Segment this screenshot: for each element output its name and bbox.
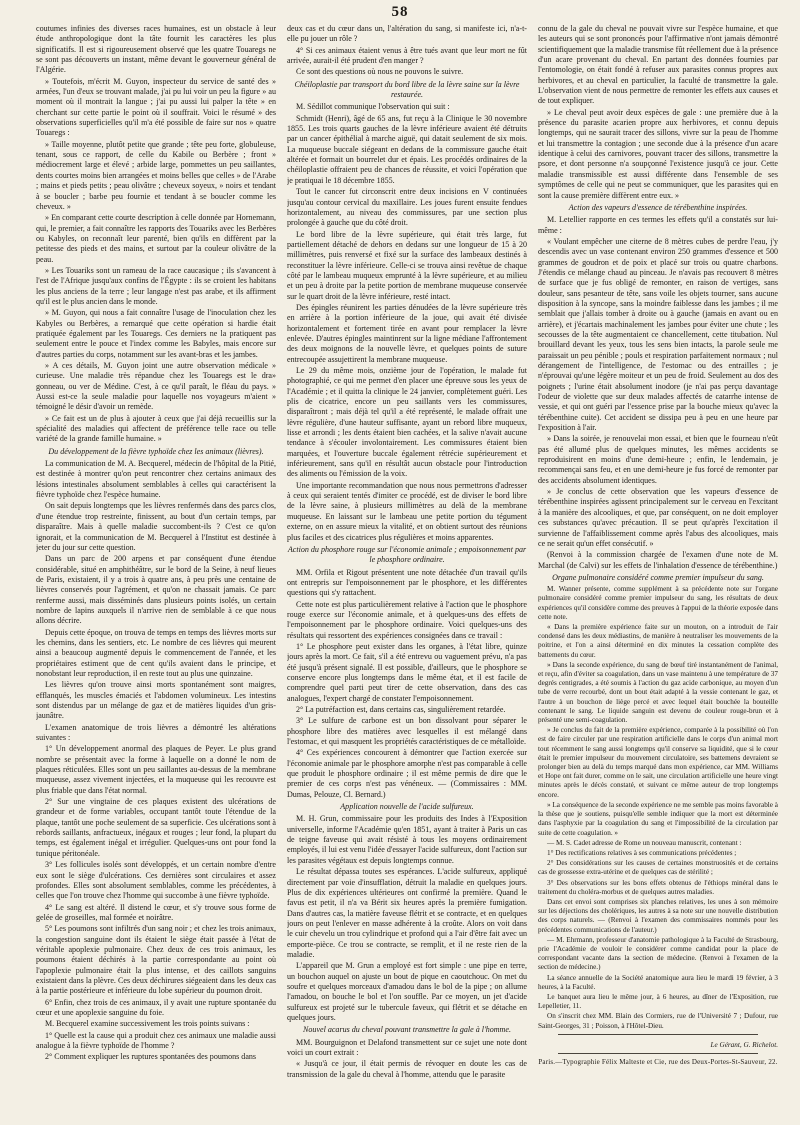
paragraph: La séance annuelle de la Société anatomique aura lieu le mardi 19 février, à 3 heures, à la Faculté.: [538, 973, 778, 991]
paragraph: On s'inscrit chez MM. Blain des Cormiers, rue de l'Université 7 ; Dufour, rue Saint-Georges, 31 ; Poisson, à l'Hôtel-Dieu.: [538, 1012, 778, 1030]
paragraph: M. H. Grun, commissaire pour les produits des Indes à l'Exposition universelle, informe l'Académie qu'en 1851, ayant à traiter à Paris un cas de teigne faveuse qui avait résisté à tous les moyens ordinairement employés, il lui est venu l'idée d'essayer l'acide sulfureux, dont l'action sur les parasites végétaux est depuis longtemps connue.: [287, 814, 527, 865]
paragraph: La communication de M. A. Becquerel, médecin de l'hôpital de la Pitié, est destinée à montrer qu'on peut rencontrer chez certains animaux des lésions intestinales absolument semblables à celles qui caractérisent la fièvre typhoïde chez l'espèce humaine.: [36, 459, 276, 500]
paragraph: 3° Les follicules isolés sont développés, et un certain nombre d'entre eux sont le siège d'ulcérations. Ces dernières sont circulaires et assez profondes. Elles sont absolument semblables, comme les précédentes, à celles que l'on trouve chez l'homme qui succombe à une fièvre typhoïde.: [36, 860, 276, 901]
paragraph: » La conséquence de la seconde expérience ne me semble pas moins favorable à la thèse que je soutiens, puisqu'elle semble indiquer que la mort est déterminée dans l'asphyxie par la coagulation du sang et l'impossibilité de la circulation par suite de cette coagulation. »: [538, 800, 778, 837]
paragraph: 2° La putréfaction est, dans certains cas, singulièrement retardée.: [296, 705, 506, 714]
paragraph: M. Wanner présente, comme supplément à sa précédente note sur l'organe pulmonaire considéré comme premier impulseur du sang, les résultats de deux expériences qu'il considère comme des preuves à l'appui de la théorie exposée dans cette note.: [538, 585, 778, 621]
paragraph: » Dans la soirée, je renouvelai mon essai, et bien que le fourneau n'eût pas été allumé plus de quelques minutes, les mêmes accidents se reproduisirent en moins d'une demi-heure ; enfin, le lendemain, je recommençai sans feu, et en une demi-heure je fus forcé de remonter par des accidents absolument identiques.: [538, 434, 778, 485]
paragraph: — M. S. Cadet adresse de Rome un nouveau manuscrit, contenant :: [547, 838, 742, 847]
paragraph: » M. Guyon, qui nous a fait connaître l'usage de l'inoculation chez les Kabyles ou Berbères, a remarqué que cette opération si hardie était pratiquée également par les Touaregs. Ces derniers ne la pratiquent pas seulement entre le pouce et l'index comme les Babyles, mais encore sur d'autres parties du corps, notamment sur les avant-bras et les jambes.: [36, 308, 276, 359]
paragraph: 3° Des observations sur les bons effets obtenus de l'éthiops minéral dans le traitement du choléra-morbus et de quelques autres maladies.: [538, 878, 778, 896]
paragraph: 4° Ces expériences concourent à démontrer que l'action exercée sur l'économie animale par le phosphore amorphe n'est pas comparable à celle que produit le phosphore ordinaire ; il est même permis de dire que le premier de ces corps n'est pas vénéneux. — (Commissaires : MM. Dumas, Pelouze, Cl. Bernard.): [287, 748, 527, 799]
paragraph: M. Sédillot communique l'observation qui suit :: [296, 102, 450, 112]
paragraph: MM. Orfila et Rigout présentent une note détachée d'un travail qu'ils ont entrepris sur l'empoisonnement par le phosphore, et les différentes questions qui s'y rattachent.: [287, 567, 527, 598]
paragraph: 2° Comment expliquer les ruptures spontanées des poumons dans: [45, 1052, 257, 1062]
section-heading: Organe pulmonaire considéré comme premier impulseur du sang.: [552, 572, 764, 582]
paragraph: Les lièvres qu'on trouve ainsi morts spontanément sont maigres, efflanqués, les muscles émaciés et l'abdomen volumineux. Les intestins sont distendus par un mélange de gaz et de matières liquides d'un gris-jaunâtre.: [36, 680, 276, 721]
paragraph: deux cas et du cœur dans un, l'altération du sang, si manifeste ici, n'a-t-elle pu jouer un rôle ?: [287, 24, 527, 44]
signature: Le Gérant, G. Richelot.: [710, 1040, 778, 1049]
paragraph: L'appareil que M. Grun a employé est fort simple : une pipe en terre, un bouchon auquel on ajuste un bout de pique en caoutchouc. On met du soufre et quelques morceaux d'amadou dans le bol de la pipe ; on allume l'amadou, on bouche le bol et l'on souffle. Par ce moyen, un jet d'acide sulfureux est projeté sur le tubercule faveux, qui flétrit et se détache en quelques jours.: [287, 961, 527, 1022]
paragraph: Ce sont des questions où nous ne pouvons le suivre.: [296, 67, 464, 77]
text-columns: [36, 24, 778, 1121]
paragraph: » Je conclus de cette observation que les vapeurs d'essence de térébenthine inspirées agissent principalement sur le cerveau en l'excitant à la manière des alcooliques, et que, par conséquent, on ne doit employer ces substances qu'avec précaution. Il se peut qu'après l'excitation il survienne de l'affaiblissement comme après l'abus des alcooliques, mais ce ne serait qu'un effet consécutif. »: [538, 487, 778, 548]
section-heading: Chéiloplastie par transport du bord libre de la lèvre saine sur la lèvre restaurée.: [294, 79, 520, 100]
paragraph: » A ces détails, M. Guyon joint une autre observation médicale » curieuse. Une maladie très répandue chez les Touaregs est le dra» gonneau, ou ver de Médine. C'est, à ce qu'il paraît, le fléau du pays. » Aussi est-ce la seule maladie pour laquelle nos voyageurs m'aient » témoigné le désir d'avoir un remède.: [36, 361, 276, 412]
paragraph: Schmidt (Henri), âgé de 65 ans, fut reçu à la Clinique le 30 novembre 1855. Les trois quarts gauches de la lèvre inférieure avaient été détruits par un cancer épithélial à marche aiguë, qui datait seulement de six mois. La muqueuse buccale siégeant en dedans de la commissure gauche était altérée et formait un bourrelet dur et épais. Les procédés ordinaires de la chéiloplastie offraient peu de chances de réussite, et voici l'opération que je pratiquai le 18 décembre 1855.: [287, 113, 527, 185]
paragraph: 1° Le phosphore peut exister dans les organes, à l'état libre, quinze jours après la mort. Ce fait, s'il a été entrevu ou vaguement prévu, n'a pas été jusqu'à présent signalé. Il est possible, d'ailleurs, que le phosphore se conserve encore plus longtemps dans le même état, et il est facile de comprendre quel parti peut tirer de cette observation, dans des cas analogues, l'expert chargé de constater l'empoisonnement.: [287, 641, 527, 703]
paragraph: » En comparant cette courte description à celle donnée par Hornemann, qui, le premier, a fait connaître les rapports des Touariks avec les Berbères ou Kabyles, on reconnaît leur parenté, bien qu'ils en diffèrent par la petitesse des pieds et des mains, et surtout par la couleur olivâtre de la peau.: [36, 213, 276, 264]
paragraph: L'examen anatomique de trois lièvres a démontré les altérations suivantes :: [36, 722, 276, 743]
paragraph: » Ce fait est un de plus à ajouter à ceux que j'ai déjà recueillis sur la spécialité des maladies qui affectent de préférence telle race ou telle variété de la grande famille humaine. »: [36, 413, 276, 444]
paragraph: M. Becquerel examine successivement les trois points suivans :: [45, 1019, 250, 1029]
paragraph: « Jusqu'à ce jour, il était permis de révoquer en doute les cas de transmission de la gale du cheval à l'homme, attendu que le parasite: [287, 1059, 527, 1079]
paragraph: — M. Ehrmann, professeur d'anatomie pathologique à la Faculté de Strasbourg, prie l'Académie de vouloir le considérer comme candidat pour la place de correspondant vacante dans la section de médecine. (Renvoi à l'examen de la section de médecine.): [538, 935, 778, 972]
paragraph: » Je conclus du fait de la première expérience, comparée à la possibilité où l'on est de faire circuler par une respiration artificielle dans le corps d'un animal mort tout récemment le sang aussi longtemps qu'il conserve sa liquidité, que si le cœur était le premier impulseur du mouvement circulatoire, ses battemens devraient se prolonger bien au delà du temps marqué dans mon expérience, car MM. Williams et Hope ont fait durer, comme on le sait, une circulation artificielle une heure vingt minutes après le décès constaté, et suivant ce même auteur de trop longtemps encore.: [538, 726, 778, 799]
paragraph: « Voulant empêcher une citerne de 8 mètres cubes de perdre l'eau, j'y descendis avec un vase contenant environ 250 grammes d'essence et 500 grammes de goudron et de poix et placé sur trois ou quatre charbons. J'étendis ce mélange chaud au pinceau. Je n'avais pas recouvert 8 mètres de surface que je fus obligé de remonter, en raison de vertiges, sans douleur, sans pesanteur de tête, sans voile les objets tourner, sans aucune disposition à la syncope, sans la moindre faiblesse dans les jambes ; il me semblait que j'allais tomber à droite ou à gauche (jamais en avant ou en arrière), et j'écartais machinalement les jambes pour éviter une chute ; les secousses de la tête augmentaient ce chancellement, cette titubation. Nul brouillard devant les yeux, tous les sens bien intacts, la parole seule me paraissait un peu pénible ; pouls et respiration parfaitement normaux ; nul dérangement de l'intelligence, de l'estomac ou des entrailles ; je n'éprouvai qu'une légère moiteur et un peu de froid. Seulement au dos des poignets ; l'urine était absolument inodore (je n'ai pas perçu davantage l'odeur de violette que sur deux malades affectés de catarrhe intense de vessie, et qui ont guéri par l'essence prise par la bouche mieux qu'avec la térébenthine cuite). Cet accident se dissipa peu à peu en une heure par l'exposition à l'air.: [538, 236, 778, 433]
section-heading: Du développement de la fièvre typhoïde chez les animaux (lièvres).: [48, 446, 264, 456]
paragraph: 1° Quelle est la cause qui a produit chez ces animaux une maladie aussi analogue à la fièvre typhoïde de l'homme ?: [36, 1030, 276, 1050]
paragraph: Une importante recommandation que nous nous permettrons d'adresser à ceux qui seraient tentés d'imiter ce procédé, est de diviser le bord libre de la lèvre saine, à plusieurs millimètres au delà de la membrane muqueuse. En laissant sur le lambeau une petite portion du tégument externe, on en assure mieux la vitalité, et on obtient surtout des réunions plus faciles et des cicatrices plus régulières et moins apparentes.: [287, 480, 527, 542]
divider: [558, 1034, 758, 1035]
paragraph: » Dans la seconde expérience, du sang de bœuf tiré instantanément de l'animal, et reçu, afin d'éviter sa coagulation, dans un vase maintenu à une température de 37 degrés centigrades, a été soumis à l'action du gaz acide carbonique, au moyen d'un tube de verre recourbé, dont un bout était adapté à la vessie contenant le gaz, et l'autre à un bouchon de liège percé et avec lequel était bouchée la bouteille contenant le sang. Le liquide sanguin est devenu de couleur rouge-brun et à présenté une semi-coagulation.: [538, 660, 778, 725]
paragraph: Le banquet aura lieu le même jour, à 6 heures, au dîner de l'Exposition, rue Lepelletier, 11.: [538, 992, 778, 1011]
section-heading: Action du phosphore rouge sur l'économie animale ; empoisonnement par le phosphore ordinaire.: [287, 544, 527, 565]
paragraph: 4° Si ces animaux étaient venus à être tués avant que leur mort ne fût arrivée, aurait-il été prudent d'en manger ?: [287, 45, 527, 66]
paragraph: Tout le cancer fut circonscrit entre deux incisions en V continuées jusqu'au contour cervical du maxillaire. Les joues furent ensuite fendues horizontalement, au niveau des commissures, par une section plus prolongée à gauche que du côté droit.: [287, 187, 527, 228]
page-number: 58: [391, 4, 409, 20]
divider: [558, 1053, 758, 1054]
paragraph: Des épingles réunirent les parties dénudées de la lèvre supérieure très en arrière à la portion inférieure de la joue, qui avait été divisée horizontalement et fortement tirée en avant pour remplacer la lèvre enlevée. D'autres épingles maintinrent sur la ligne médiane l'affrontement des deux moignons de la nouvelle lèvre, et quelques points de suture entrecoupée assujettirent la membrane muqueuse.: [287, 302, 527, 364]
paragraph: MM. Bourguignon et Delafond transmettent sur ce sujet une note dont voici un court extrait :: [287, 1037, 527, 1057]
paragraph: Le bord libre de la lèvre supérieure, qui était très large, fut partiellement détaché de dehors en dedans sur une longueur de 15 à 20 millimètres, puis renversé et fixé sur la surface des lambeaux destinés à reconstituer la lèvre inférieure. Celle-ci se trouva ainsi revêtue de chaque côté par le lambeau muqueux emprunté à la lèvre supérieure, et au milieu et un peu à droite par la petite portion de membrane muqueuse conservée sur le quart droit de la lèvre inférieure, resté intact.: [287, 229, 527, 301]
paragraph: « Dans la première expérience faite sur un mouton, on a introduit de l'air condensé dans les deux médiastins, de manière à neutraliser les mouvements de la poitrine, et l'on a ainsi déterminé en dix minutes la cessation complète des battements du cœur.: [538, 623, 778, 659]
paragraph: On sait depuis longtemps que les lièvres renfermés dans des parcs clos, d'une étendue trop restreinte, finissent, au bout d'un certain temps, par disparaître. Mais à quelle maladie succombent-ils ? C'est ce qu'on ignorait, et la communication de M. Becquerel à l'Institut est destinée à jeter du jour sur cette question.: [36, 501, 276, 552]
paragraph: 2° Sur une vingtaine de ces plaques existent des ulcérations de grandeur et de forme variables, occupant tantôt toute l'étendue de la plaque, tantôt une poche seulement de sa superficie. Ces ulcérations sont à rebords saillants, anfractueux, inégaux et rouges ; leur fond, la plupart du temps, est également inégal et irrégulier. Quelques-uns ont pour fond la tunique péritonéale.: [36, 797, 276, 858]
paragraph: » Taille moyenne, plutôt petite que grande ; tête peu forte, globuleuse, tenant, sous ce rapport, de celle du Kabile ou Berbère ; front » médiocrement large et élevé ; arbide large, pommettes un peu saillantes, dents courtes moins bien arrangées et moins belles que celles » de l'Arabe ; mains et pieds petits ; peau olivâtre ; cheveux soyeux, » noirs et tendant à se boucler ; barbe peu fournie et tendant à se boucler comme les cheveux. »: [36, 139, 276, 211]
paragraph: Cette note est plus particulièrement relative à l'action que le phosphore rouge exerce sur l'économie animale, et à quelques-uns des effets de l'empoisonnement par le phosphore ordinaire. Voici quelques-uns des résultats qui ressortent des expériences consignées dans ce travail :: [287, 599, 527, 640]
paragraph: » Les Touariks sont un rameau de la race caucasique ; ils s'avancent à l'est de l'Afrique jusqu'aux confins de l'Égypte : ils se croient les habitans les plus anciens de la terre ; leur langage n'est pas arabe, et ils affirment qu'il est le plus ancien dans le monde.: [36, 265, 276, 306]
column-2: [287, 24, 527, 1121]
column-1: [36, 24, 276, 1121]
paragraph: Le 29 du même mois, onzième jour de l'opération, le malade fut photographié, ce qui me permet d'en placer une épreuve sous les yeux de l'Académie ; et il quitta la clinique le 24 janvier, complètement guéri. Les plis de cicatrice, encore un peu saillants vers les commissures, disparaîtront ; mais déjà tel qu'il a été représenté, le malade offrait une lèvre régulière, d'une hauteur suffisante, ayant un rebord libre muqueux, lisse et arrondi ; les dents étaient bien cachées, et la salive n'avait aucune tendance à s'écouler involontairement. Les commissures étaient bien marquées, et l'ouverture buccale également rétrécie supérieurement et inférieurement, sans qu'il en résultât aucun obstacle pour l'introduction des aliments ou l'émission de la voix.: [287, 366, 527, 479]
paragraph: 1° Des rectifications relatives à ses communications précédentes ;: [547, 848, 737, 857]
paragraph: 6° Enfin, chez trois de ces animaux, il y avait une rupture spontanée du cœur et une apoplexie sanguine du foie.: [36, 997, 276, 1017]
paragraph: connu de la gale du cheval ne pouvait vivre sur l'espèce humaine, et que les auteurs qui se sont prononcés pour l'affirmative n'ont jamais démontré scientifiquement que la maladie transmise fût réellement due à la présence d'un acare provenant du cheval. En partant des données fournies par l'entomologie, on était fondé à refuser aux parasites connus propres aux herbivores, et au cheval en particulier, la faculté de transmettre la gale. L'observation vient de nous permettre de remonter les effets aux causes et de tout expliquer.: [538, 24, 778, 106]
paragraph: 1° Un développement anormal des plaques de Peyer. Le plus grand nombre se présentait avec la forme à laquelle on a donné le nom de plaques réticulées. Elles sont un peu saillantes au-dessus de la membrane muqueuse, assez vivement injectées, et la muqueuse qui les recouvre est plus friable que dans l'état normal.: [36, 744, 276, 795]
paragraph: Depuis cette époque, on trouva de temps en temps des lièvres morts sur les chemins, dans les sentiers, etc. Le nombre de ces lièvres qui meurent ainsi a beaucoup augmenté depuis le commencement de l'année, et les propriétaires estiment que de cent qu'ils avaient dans le principe, et nonobstant leur reproduction, il en reste tout au plus une quinzaine.: [36, 627, 276, 678]
paragraph: 3° Le sulfure de carbone est un bon dissolvant pour séparer le phosphore libre des matières avec lesquelles il est mélangé dans l'estomac, et qui masquent les propriétés caractéristiques de ce métalloïde.: [287, 716, 527, 747]
paragraph: Dans un parc de 200 arpens et par conséquent d'une étendue considérable, situé en amphithéâtre, sur le bord de la Seine, à neuf lieues de Paris, existaient, il y a trois à quatre ans, à peu près une centaine de lièvres conservés pour l'agrément, et qu'on ne chassait jamais. Ce parc renferme aussi, mais disséminés dans plusieurs points isolés, un certain nombre de lapins auxquels il n'arrive rien de semblable à ce que nous allons décrire.: [36, 554, 276, 626]
paragraph: 2° Des considérations sur les causes de certaines monstruosités et de certains cas de grossesse extra-utérine et de quelques cas de stérilité ;: [538, 859, 778, 877]
section-heading: Application nouvelle de l'acide sulfureux.: [340, 802, 474, 812]
section-heading: Action des vapeurs d'essence de térébenthine inspirées.: [568, 202, 748, 212]
paragraph: » Le cheval peut avoir deux espèces de gale : une première due à la présence du parasite acarien propre aux herbivores, et connu depuis longtemps, qui ne saurait tracer des sillons, vivre sur la peau de l'homme et lui transmettre la contagion ; une seconde due à la présence d'un acare identique à celui des carnivores, pouvant tracer des sillons, transmettre la psore, et dont personne n'a soupçonné l'existence jusqu'à ce jour. Cette maladie transmissible est aussi différente dans l'ensemble de ses symptômes de celle qui ne peut se communiquer, que les parasites qui en sont la cause première diffèrent entre eux. »: [538, 107, 778, 200]
paragraph: » Toutefois, m'écrit M. Guyon, inspecteur du service de santé des » armées, l'un d'eux se trouvant malade, j'ai pu lui voir un peu la figure » au moment où il montrait la langue ; j'ai pu aussi lui palper la tête » en cherchant sur cette partie le point où il souffrait. Voici le résumé » des observations superficielles qu'il m'a été possible de faire sur nos » quatre Touaregs :: [36, 76, 276, 138]
section-heading: Nouvel acarus du cheval pouvant transmettre la gale à l'homme.: [303, 1025, 511, 1035]
printer-imprint: Paris.—Typographie Félix Malteste et Cie, rue des Deux-Portes-St-Sauveur, 22.: [538, 1057, 778, 1066]
paragraph: (Renvoi à la commission chargée de l'examen d'une note de M. Marchal (de Calvi) sur les effets de l'inhalation d'essence de térébenthine.): [538, 550, 778, 570]
column-3: [538, 24, 778, 1121]
paragraph: Dans cet envoi sont comprises six planches relatives, les unes à son mémoire sur les déjections des cholériques, les autres à sa note sur une nouvelle distribution des corps naturels. — (Renvoi à l'examen des commissaires nommés pour les précédentes communications de l'auteur.): [538, 897, 778, 934]
paragraph: coutumes infinies des diverses races humaines, est un obstacle à leur étude anthropologique dont la tâte fournit les caractères les plus significatifs. Il est si rigoureusement observé que les quatre Touaregs ne se sont pas découverts un instant, même devant le gouverneur général de l'Algérie.: [36, 24, 276, 75]
paragraph: 4° Le sang est altéré. Il distend le cœur, et s'y trouve sous forme de gelée de groseilles, mal formée et noirâtre.: [36, 902, 276, 922]
paragraph: Le résultat dépassa toutes ses espérances. L'acide sulfureux, appliqué directement par voie d'insufflation, détruit la maladie en quelques jours. Plus de dix expériences ultérieures ont confirmé la première. Quand le favus est petit, il n'a va Bérit six heures après la première fumigation. Dans d'autres cas, la matière faveuse flétrit et se contracte, et en quelques jours on peut l'enlever en masse adhérente à la croûte. Alors on voit dans le cuir chevelu un trou cylindrique et profond qui a l'air d'être fait avec un emporte-pièce. Ce trou se contracte, se remplit, et il ne reste rien de la maladie.: [287, 867, 527, 959]
paragraph: M. Letellier rapporte en ces termes les effets qu'il a constatés sur lui-même :: [538, 215, 778, 235]
paragraph: 5° Les poumons sont infiltrés d'un sang noir ; et chez les trois animaux, la congestion sanguine dont ils étaient le siège était passée à l'état de véritable apoplexie pulmonaire. Chez deux de ces trois animaux, les poumons étaient déchirés à la partie correspondante au point où l'apoplexie pulmonaire était la plus intense, et des caillots sanguins existaient dans la plèvre. Ces deux déchirures siégeaient dans les deux cas à la partie postérieure et inférieure du lobe supérieur du poumon droit.: [36, 924, 276, 996]
